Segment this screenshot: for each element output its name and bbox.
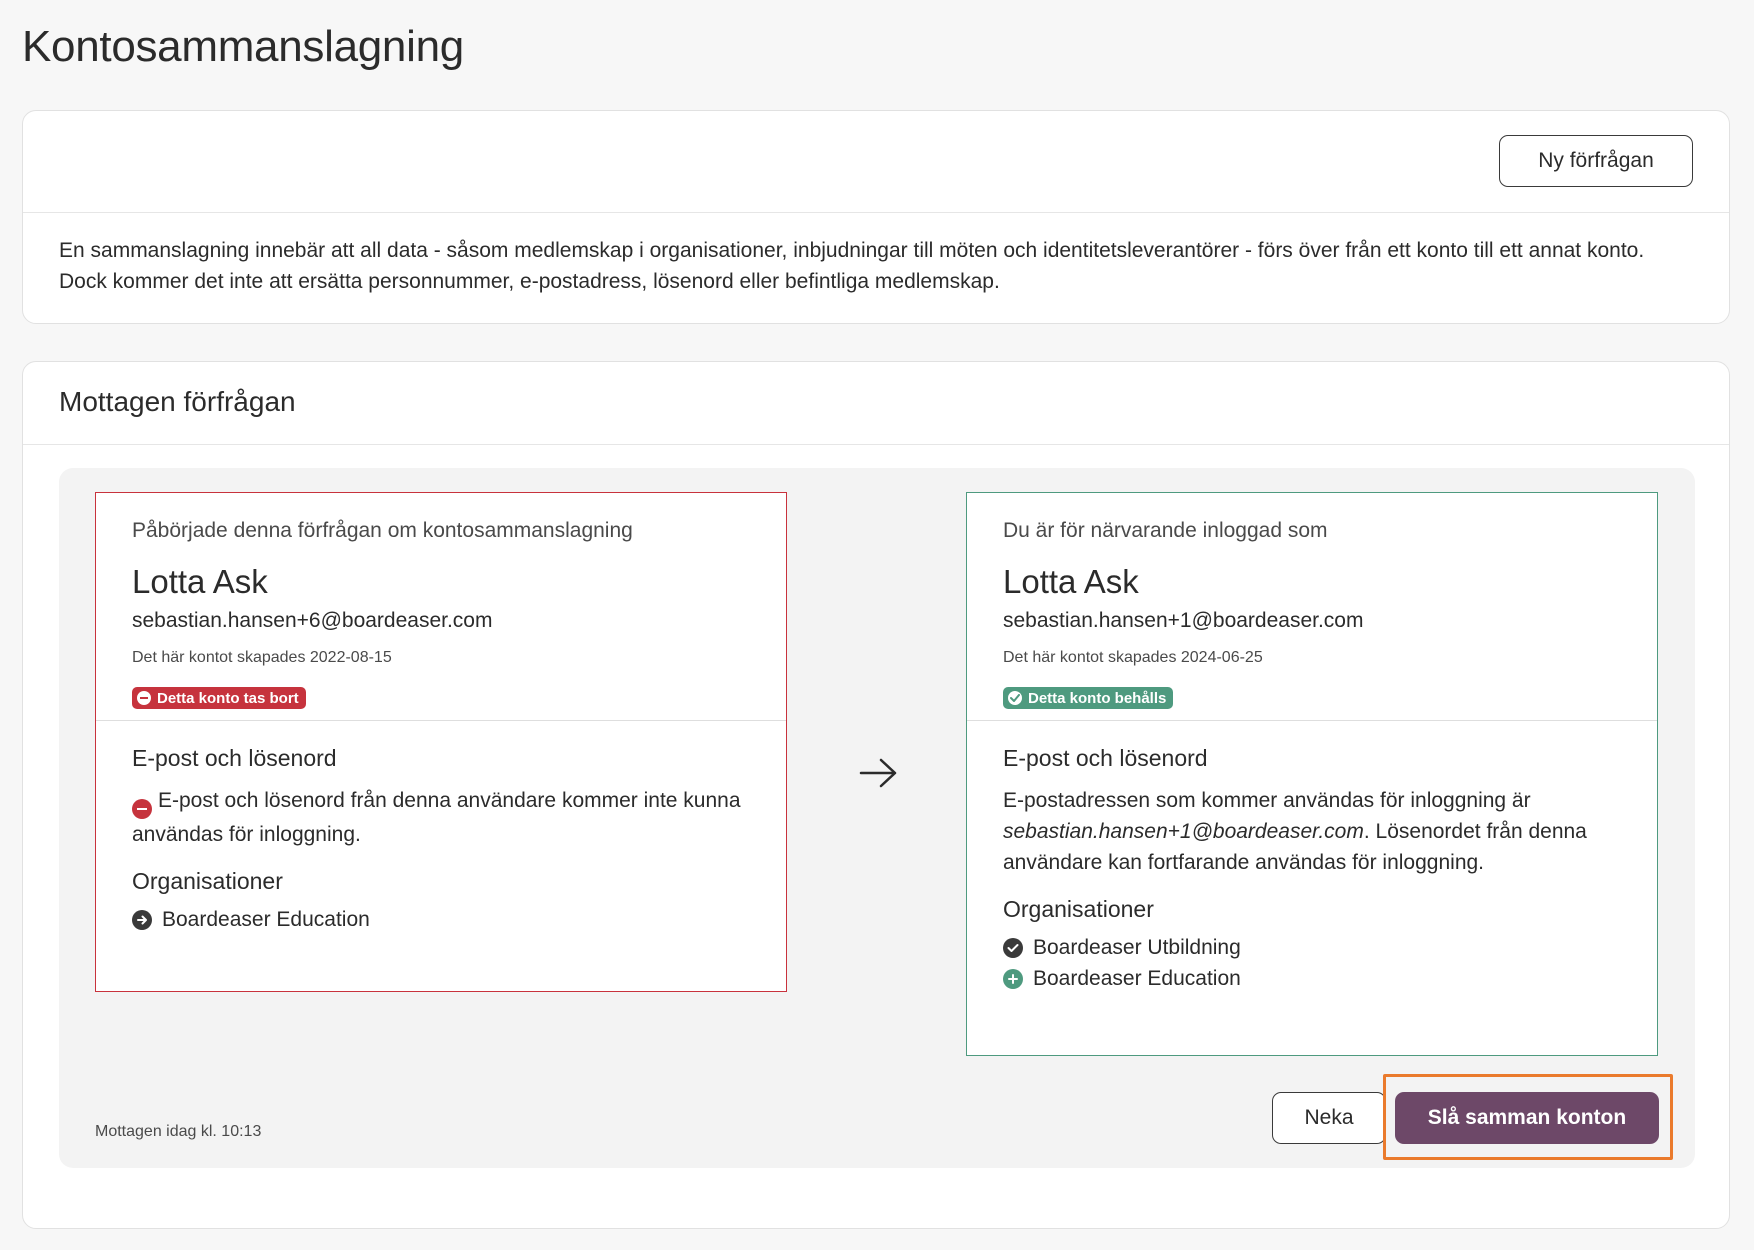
target-login-text-before: E-postadressen som kommer användas för inloggning är xyxy=(1003,789,1531,812)
toolbar xyxy=(23,111,1729,213)
org-item xyxy=(132,904,750,935)
info-card xyxy=(22,110,1730,324)
badge-label: Detta konto tas bort xyxy=(157,689,299,707)
target-intro: Du är för närvarande inloggad som xyxy=(1003,519,1328,542)
source-account-body xyxy=(96,721,786,935)
source-account-card xyxy=(95,492,787,992)
source-created: Det här kontot skapades 2022-08-15 xyxy=(132,649,392,666)
source-login-text-content: E-post och lösenord från denna användare kommer inte kunna användas för inloggning. xyxy=(132,789,741,846)
status-badge-removed xyxy=(132,687,306,709)
arrow-right-icon xyxy=(859,758,899,788)
target-account-body xyxy=(967,721,1657,994)
section-title: Mottagen förfrågan xyxy=(59,386,296,417)
target-name: Lotta Ask xyxy=(1003,563,1139,600)
check-circle-icon xyxy=(1003,938,1023,958)
deny-button[interactable]: Neka xyxy=(1272,1092,1386,1144)
target-account-header xyxy=(967,493,1657,721)
org-item xyxy=(1003,932,1621,963)
target-login-email: sebastian.hansen+1@boardeaser.com xyxy=(1003,820,1364,843)
request-card xyxy=(22,361,1730,1229)
target-login-text-after: . Lösenordet från denna användare kan fortfarande användas för inloggning. xyxy=(1003,820,1587,874)
source-account-header xyxy=(96,493,786,721)
source-login-title: E-post och lösenord xyxy=(132,745,337,771)
merge-accounts-button[interactable]: Slå samman konton xyxy=(1395,1092,1659,1144)
received-timestamp: Mottagen idag kl. 10:13 xyxy=(95,1123,262,1140)
intro-text: En sammanslagning innebär att all data - såsom medlemskap i organisationer, inbjudningar till möten och identitetsleverantörer - förs över från ett konto till ett annat konto. Dock kommer det inte att ersätta personnummer, e-postadress, lösenord eller befintliga medlemskap. xyxy=(59,239,1645,293)
target-login-text xyxy=(1003,785,1621,878)
arrow-right-circle-icon xyxy=(132,910,152,930)
minus-circle-icon xyxy=(132,799,152,819)
new-request-button[interactable]: Ny förfrågan xyxy=(1499,135,1693,187)
source-name: Lotta Ask xyxy=(132,563,268,600)
target-orgs-title: Organisationer xyxy=(1003,896,1154,922)
org-name: Boardeaser Utbildning xyxy=(1033,935,1241,959)
org-item xyxy=(1003,963,1621,994)
check-circle-icon xyxy=(1008,691,1022,705)
request-panel xyxy=(59,468,1695,1168)
target-email: sebastian.hansen+1@boardeaser.com xyxy=(1003,609,1364,632)
minus-circle-icon xyxy=(137,691,151,705)
org-name: Boardeaser Education xyxy=(1033,966,1241,990)
target-login-title: E-post och lösenord xyxy=(1003,745,1208,771)
divider xyxy=(23,444,1729,445)
org-name: Boardeaser Education xyxy=(162,907,370,931)
source-intro: Påbörjade denna förfrågan om kontosammanslagning xyxy=(132,519,633,542)
source-login-text xyxy=(132,785,750,850)
target-created: Det här kontot skapades 2024-06-25 xyxy=(1003,649,1263,666)
plus-circle-icon xyxy=(1003,969,1023,989)
source-email: sebastian.hansen+6@boardeaser.com xyxy=(132,609,493,632)
source-orgs-title: Organisationer xyxy=(132,868,283,894)
page-title: Kontosammanslagning xyxy=(22,22,464,71)
badge-label: Detta konto behålls xyxy=(1028,689,1167,707)
status-badge-kept xyxy=(1003,687,1173,709)
target-account-card xyxy=(966,492,1658,1056)
